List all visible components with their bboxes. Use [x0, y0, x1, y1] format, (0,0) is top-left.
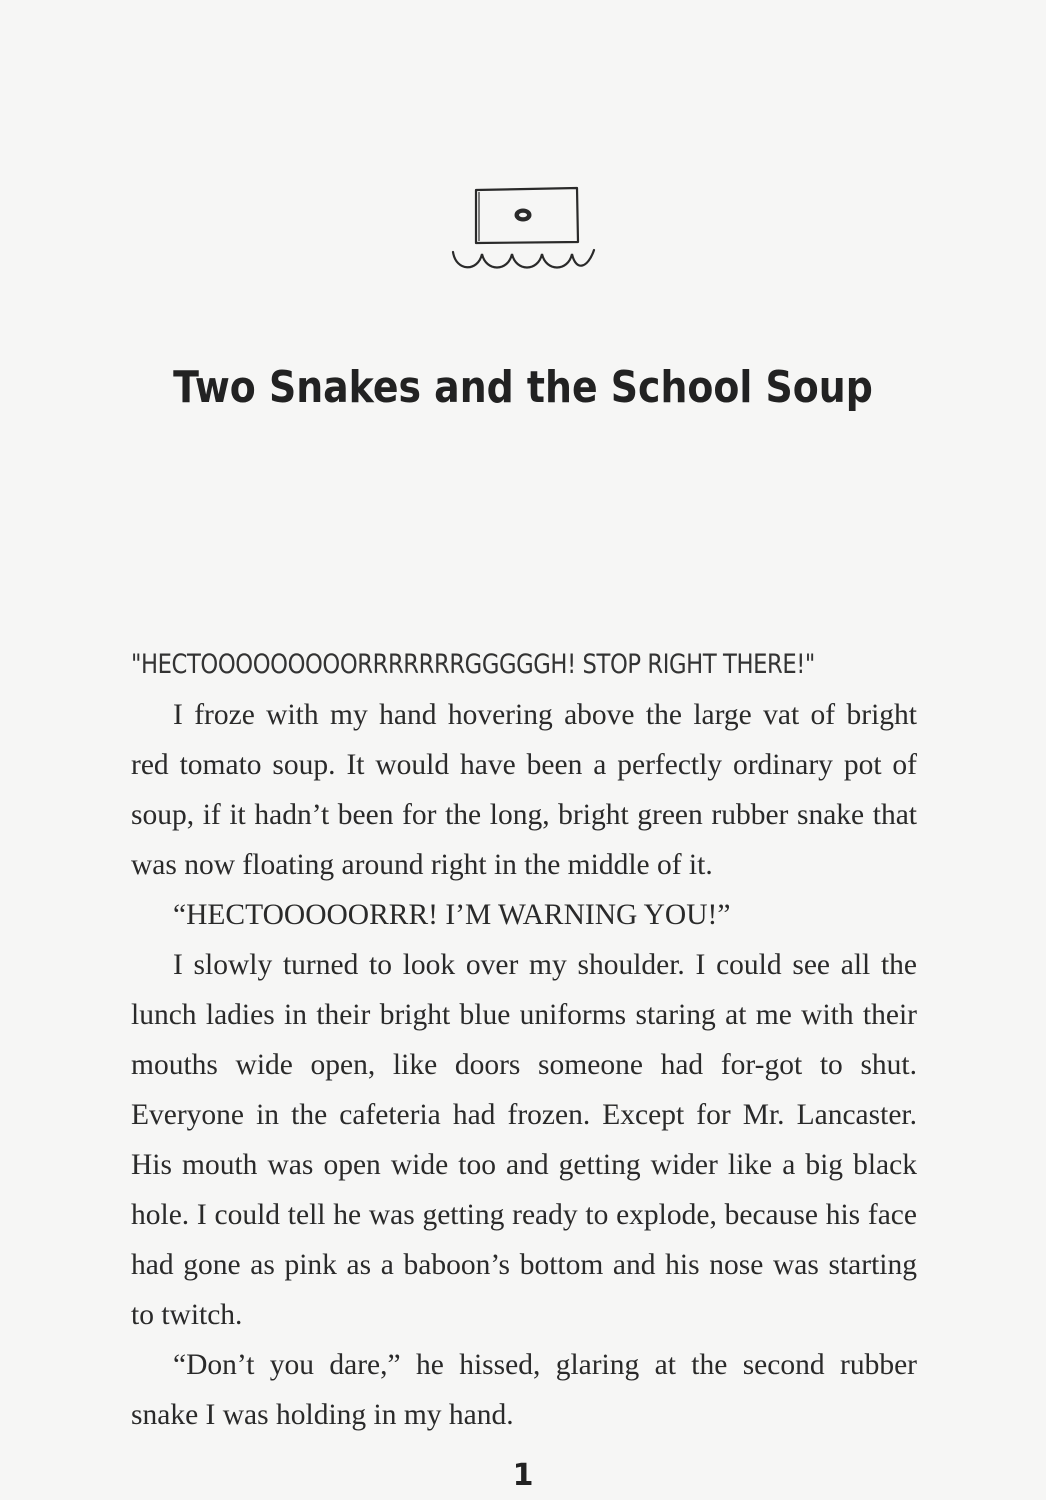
chapter-decoration-icon	[448, 180, 598, 275]
paragraph: I froze with my hand hovering above the large vat of bright red tomato soup. It would have been a perfectly ordinary pot of soup, if it hadn’t been for the long, bright green rubber snake that was now floating around right in the middle of it.	[131, 699, 917, 881]
paragraph-shout: "HECTOOOOOOOOORRRRRRRGGGGGH! STOP RIGHT THERE!"	[131, 649, 815, 680]
paragraph: I slowly turned to look over my shoulder. I could see all the lunch ladies in their bright blue uniforms staring at me with their mouths wide open, like doors someone had for-got to shut. Everyone in the cafeteria had frozen. Except for Mr. Lancaster. His mouth was open wide too and getting wider like a big black hole. I could tell he was getting ready to explode, because his face had gone as pink as a baboon’s bottom and his nose was starting to twitch.	[131, 949, 917, 1331]
paragraph: “Don’t you dare,” he hissed, glaring at the second rubber snake I was holding in my hand.	[131, 1349, 917, 1431]
page-number: 1	[512, 1458, 534, 1493]
paragraph: “HECTOOOOORRR! I’M WARNING YOU!”	[173, 899, 731, 931]
chapter-body	[131, 640, 917, 1440]
chapter-title: Two Snakes and the School Soup	[173, 362, 873, 413]
